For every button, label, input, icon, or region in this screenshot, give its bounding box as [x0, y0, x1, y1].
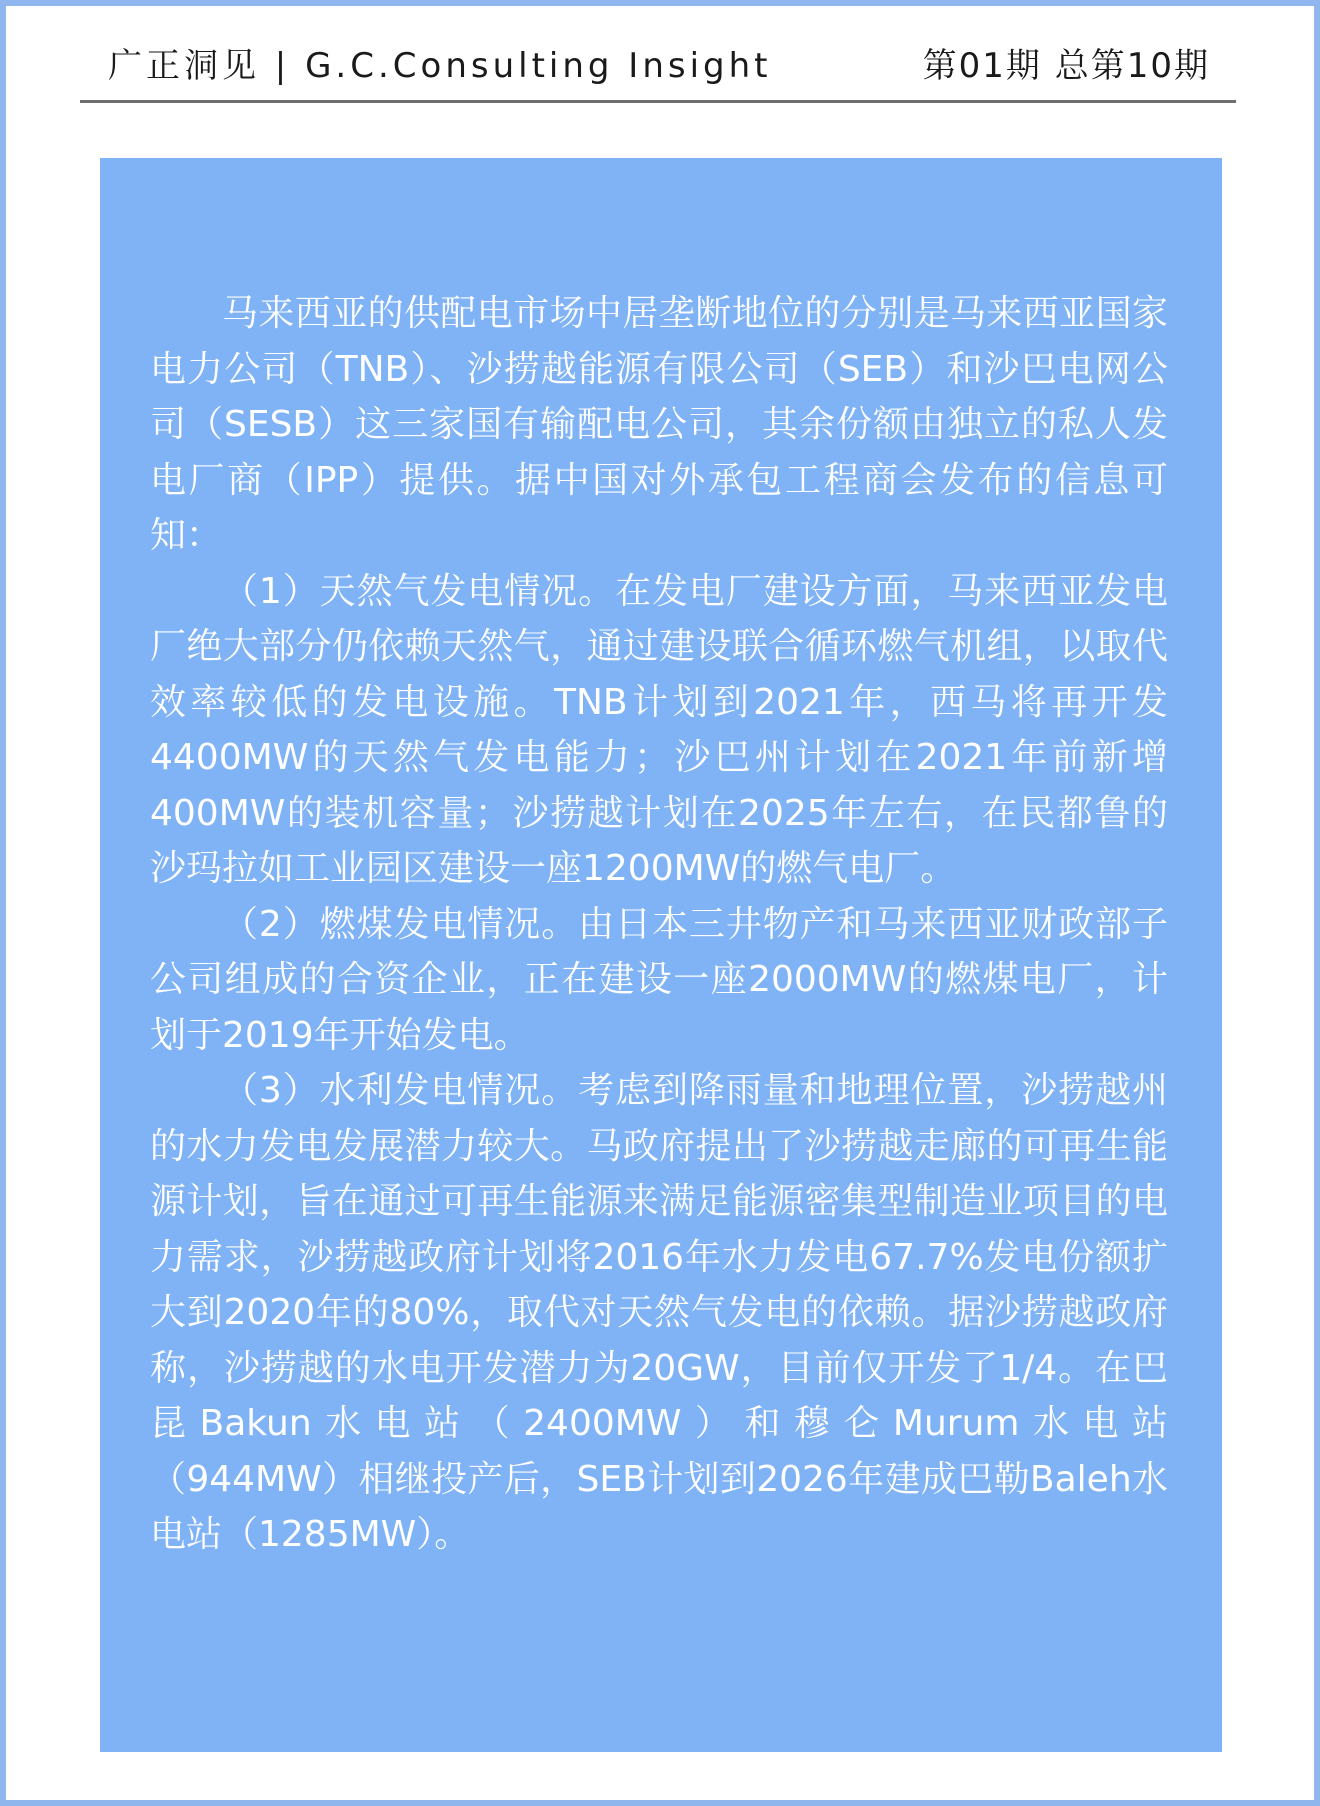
- paragraph-natural-gas: （1）天然气发电情况。在发电厂建设方面，马来西亚发电厂绝大部分仍依赖天然气，通过建设联合循环燃气机组，以取代效率较低的发电设施。TNB计划到2021年，西马将再开发4400MW的天然气发电能力；沙巴州计划在2021年前新增400MW的装机容量；沙捞越计划在2025年左右，在民都鲁的沙玛拉如工业园区建设一座1200MW的燃气电厂。: [150, 570, 1168, 889]
- issue-number: 第01期 总第10期: [922, 46, 1210, 86]
- paragraph-intro: 马来西亚的供配电市场中居垄断地位的分别是马来西亚国家电力公司（TNB）、沙捞越能源有限公司（SEB）和沙巴电网公司（SESB）这三家国有输配电公司，其余份额由独立的私人发电厂商（IPP）提供。据中国对外承包工程商会发布的信息可知：: [150, 293, 1168, 556]
- publication-title: 广正洞见 | G.C.Consulting Insight: [108, 46, 772, 86]
- content-panel: [100, 158, 1222, 1752]
- page-header: [80, 38, 1236, 94]
- header-divider: [80, 100, 1236, 103]
- paragraph-hydro: （3）水利发电情况。考虑到降雨量和地理位置，沙捞越州的水力发电发展潜力较大。马政府提出了沙捞越走廊的可再生能源计划，旨在通过可再生能源来满足能源密集型制造业项目的电力需求，沙捞越政府计划将2016年水力发电67.7%发电份额扩大到2020年的80%，取代对天然气发电的依赖。据沙捞越政府称，沙捞越的水电开发潜力为20GW，目前仅开发了1/4。在巴昆Bakun水电站（2400MW）和穆仑Murum水电站（944MW）相继投产后，SEB计划到2026年建成巴勒Baleh水电站（1285MW）。: [150, 1070, 1168, 1555]
- paragraph-coal: （2）燃煤发电情况。由日本三井物产和马来西亚财政部子公司组成的合资企业，正在建设一座2000MW的燃煤电厂，计划于2019年开始发电。: [150, 903, 1168, 1056]
